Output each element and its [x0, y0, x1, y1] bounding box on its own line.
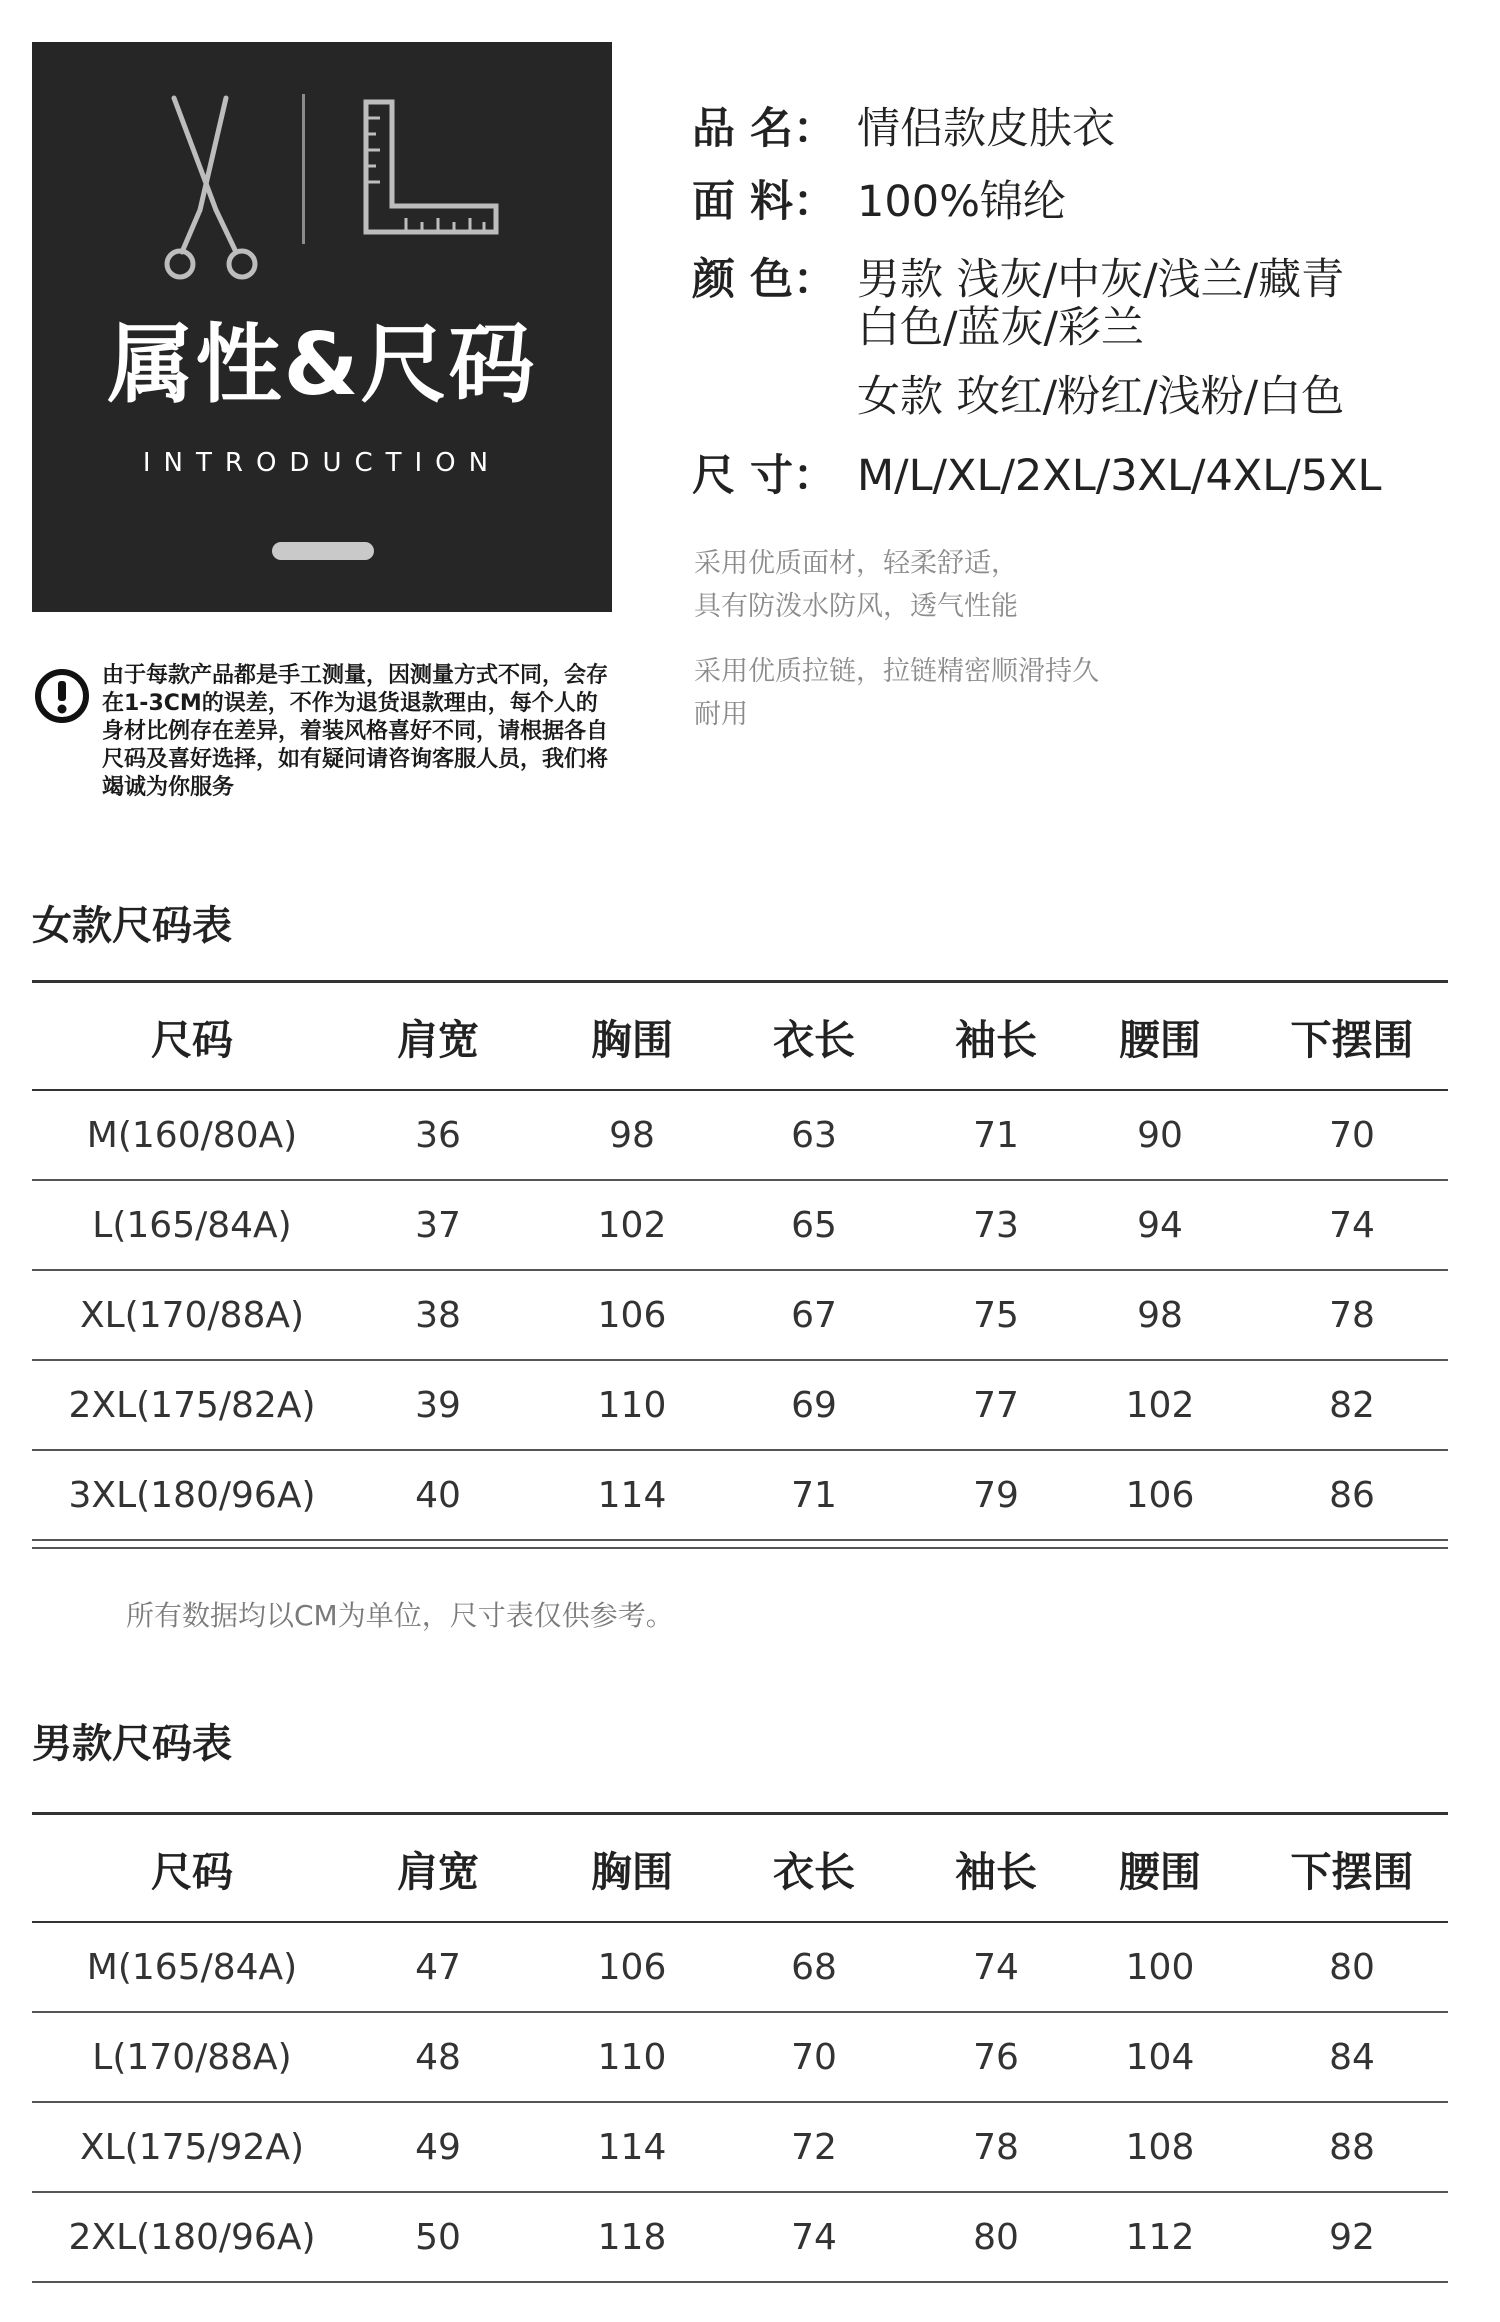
table-cell: 106	[1125, 1474, 1195, 1516]
table-cell: 100	[1125, 1946, 1195, 1988]
table-cell: 78	[973, 2126, 1019, 2168]
desc-fabric-line2: 具有防泼水防风，透气性能	[694, 591, 1018, 622]
table-row	[32, 1923, 1448, 2013]
table-cell: 78	[1329, 1294, 1375, 1336]
table-cell: 2XL(180/96A)	[68, 2216, 316, 2258]
table-cell: M(165/84A)	[86, 1946, 298, 1988]
attr-size-value: M/L/XL/2XL/3XL/4XL/5XL	[857, 451, 1382, 501]
table-cell: 98	[609, 1114, 655, 1156]
attr-color-label: 颜 色：	[692, 255, 836, 305]
table-row	[32, 2013, 1448, 2103]
table-cell: 2XL(175/82A)	[68, 1384, 316, 1426]
table-cell: 74	[973, 1946, 1019, 1988]
men-size-table	[32, 1812, 1448, 2283]
table-cell: L(165/84A)	[92, 1204, 292, 1246]
attr-fabric-label: 面 料：	[692, 177, 836, 227]
table-cell: 47	[415, 1946, 461, 1988]
table-cell: 73	[973, 1204, 1019, 1246]
table-cell: 106	[597, 1946, 667, 1988]
table-bottom-rule	[32, 1539, 1448, 1549]
table-cell: 106	[597, 1294, 667, 1336]
table-cell: 118	[597, 2216, 667, 2258]
notice-text: 由于每款产品都是手工测量，因测量方式不同，会存在1-3CM的误差，不作为退货退款理由，每个人的身材比例存在差异，着装风格喜好不同，请根据各自尺码及喜好选择，如有疑问请咨询客服人员，我们将竭诚为你服务	[102, 663, 609, 800]
header-cell: 尺码	[151, 1015, 233, 1064]
header-cell: 袖长	[955, 1847, 1037, 1896]
table-cell: 114	[597, 1474, 667, 1516]
scissors-icon	[144, 92, 274, 292]
women-size-table	[32, 980, 1448, 1549]
table-header-row	[32, 1812, 1448, 1923]
table-cell: 77	[973, 1384, 1019, 1426]
header-cell: 下摆围	[1290, 1847, 1414, 1896]
attr-color-women: 女款 玫红/粉红/浅粉/白色	[857, 372, 1345, 422]
table-cell: 82	[1329, 1384, 1375, 1426]
table-cell: 74	[791, 2216, 837, 2258]
table-cell: 90	[1137, 1114, 1183, 1156]
table-cell: 88	[1329, 2126, 1375, 2168]
table-row	[32, 1451, 1448, 1539]
table-cell: 71	[791, 1474, 837, 1516]
hero-subtitle: INTRODUCTION	[142, 448, 502, 478]
table-cell: 108	[1125, 2126, 1195, 2168]
table-row	[32, 1361, 1448, 1451]
header-cell: 腰围	[1119, 1847, 1201, 1896]
table-cell: L(170/88A)	[92, 2036, 292, 2078]
table-cell: 65	[791, 1204, 837, 1246]
table-cell: 76	[973, 2036, 1019, 2078]
table-row	[32, 1091, 1448, 1181]
attr-fabric-value: 100%锦纶	[857, 177, 1066, 227]
table-cell: 48	[415, 2036, 461, 2078]
attr-name-value: 情侣款皮肤衣	[857, 104, 1115, 154]
table-cell: 71	[973, 1114, 1019, 1156]
table-row	[32, 2103, 1448, 2193]
desc-zipper-line1: 采用优质拉链，拉链精密顺滑持久	[694, 656, 1099, 687]
attr-color-men-line2: 白色/蓝灰/彩兰	[857, 303, 1144, 353]
hero-panel	[32, 42, 612, 612]
table-cell: M(160/80A)	[86, 1114, 298, 1156]
table-footnote: 所有数据均以CM为单位，尺寸表仅供参考。	[126, 1599, 674, 1632]
table-cell: 94	[1137, 1204, 1183, 1246]
table-cell: 110	[597, 2036, 667, 2078]
exclamation-icon	[34, 668, 90, 724]
table-cell: 70	[791, 2036, 837, 2078]
header-cell: 腰围	[1119, 1015, 1201, 1064]
table-cell: 80	[1329, 1946, 1375, 1988]
table-cell: 68	[791, 1946, 837, 1988]
table-cell: 75	[973, 1294, 1019, 1336]
table-cell: 67	[791, 1294, 837, 1336]
hero-title: 属性&尺码	[107, 315, 537, 415]
table-cell: 110	[597, 1384, 667, 1426]
table-cell: 80	[973, 2216, 1019, 2258]
table-cell: 79	[973, 1474, 1019, 1516]
desc-fabric-line1: 采用优质面材，轻柔舒适，	[694, 548, 1018, 579]
header-cell: 衣长	[773, 1015, 855, 1064]
header-cell: 肩宽	[397, 1015, 479, 1064]
header-cell: 下摆围	[1290, 1015, 1414, 1064]
table-cell: 70	[1329, 1114, 1375, 1156]
table-cell: 63	[791, 1114, 837, 1156]
table-cell: 92	[1329, 2216, 1375, 2258]
table-row	[32, 1271, 1448, 1361]
hero-decor-bar	[272, 542, 374, 560]
table-cell: 40	[415, 1474, 461, 1516]
table-cell: 102	[597, 1204, 667, 1246]
header-cell: 尺码	[151, 1847, 233, 1896]
men-table-title: 男款尺码表	[32, 1721, 232, 1767]
table-cell: XL(170/88A)	[79, 1294, 305, 1336]
header-cell: 肩宽	[397, 1847, 479, 1896]
hero-divider	[302, 94, 305, 244]
table-cell: 36	[415, 1114, 461, 1156]
table-cell: 37	[415, 1204, 461, 1246]
header-cell: 袖长	[955, 1015, 1037, 1064]
table-cell: 69	[791, 1384, 837, 1426]
ruler-icon	[362, 98, 502, 238]
table-cell: 84	[1329, 2036, 1375, 2078]
table-cell: 74	[1329, 1204, 1375, 1246]
table-row	[32, 1181, 1448, 1271]
header-cell: 胸围	[591, 1015, 673, 1064]
table-cell: 86	[1329, 1474, 1375, 1516]
table-cell: 72	[791, 2126, 837, 2168]
table-cell: 50	[415, 2216, 461, 2258]
table-row	[32, 2193, 1448, 2283]
table-cell: 104	[1125, 2036, 1195, 2078]
table-cell: 38	[415, 1294, 461, 1336]
table-header-row	[32, 980, 1448, 1091]
table-cell: 3XL(180/96A)	[68, 1474, 316, 1516]
table-cell: 98	[1137, 1294, 1183, 1336]
table-cell: XL(175/92A)	[79, 2126, 305, 2168]
table-cell: 39	[415, 1384, 461, 1426]
attr-size-label: 尺 寸：	[692, 451, 836, 501]
table-cell: 49	[415, 2126, 461, 2168]
attr-color-men-line1: 男款 浅灰/中灰/浅兰/藏青	[857, 255, 1345, 305]
table-cell: 114	[597, 2126, 667, 2168]
attr-name-label: 品 名：	[692, 104, 836, 154]
women-table-title: 女款尺码表	[32, 903, 232, 949]
desc-zipper-line2: 耐用	[694, 699, 748, 730]
table-cell: 112	[1125, 2216, 1195, 2258]
header-cell: 胸围	[591, 1847, 673, 1896]
header-cell: 衣长	[773, 1847, 855, 1896]
table-cell: 102	[1125, 1384, 1195, 1426]
